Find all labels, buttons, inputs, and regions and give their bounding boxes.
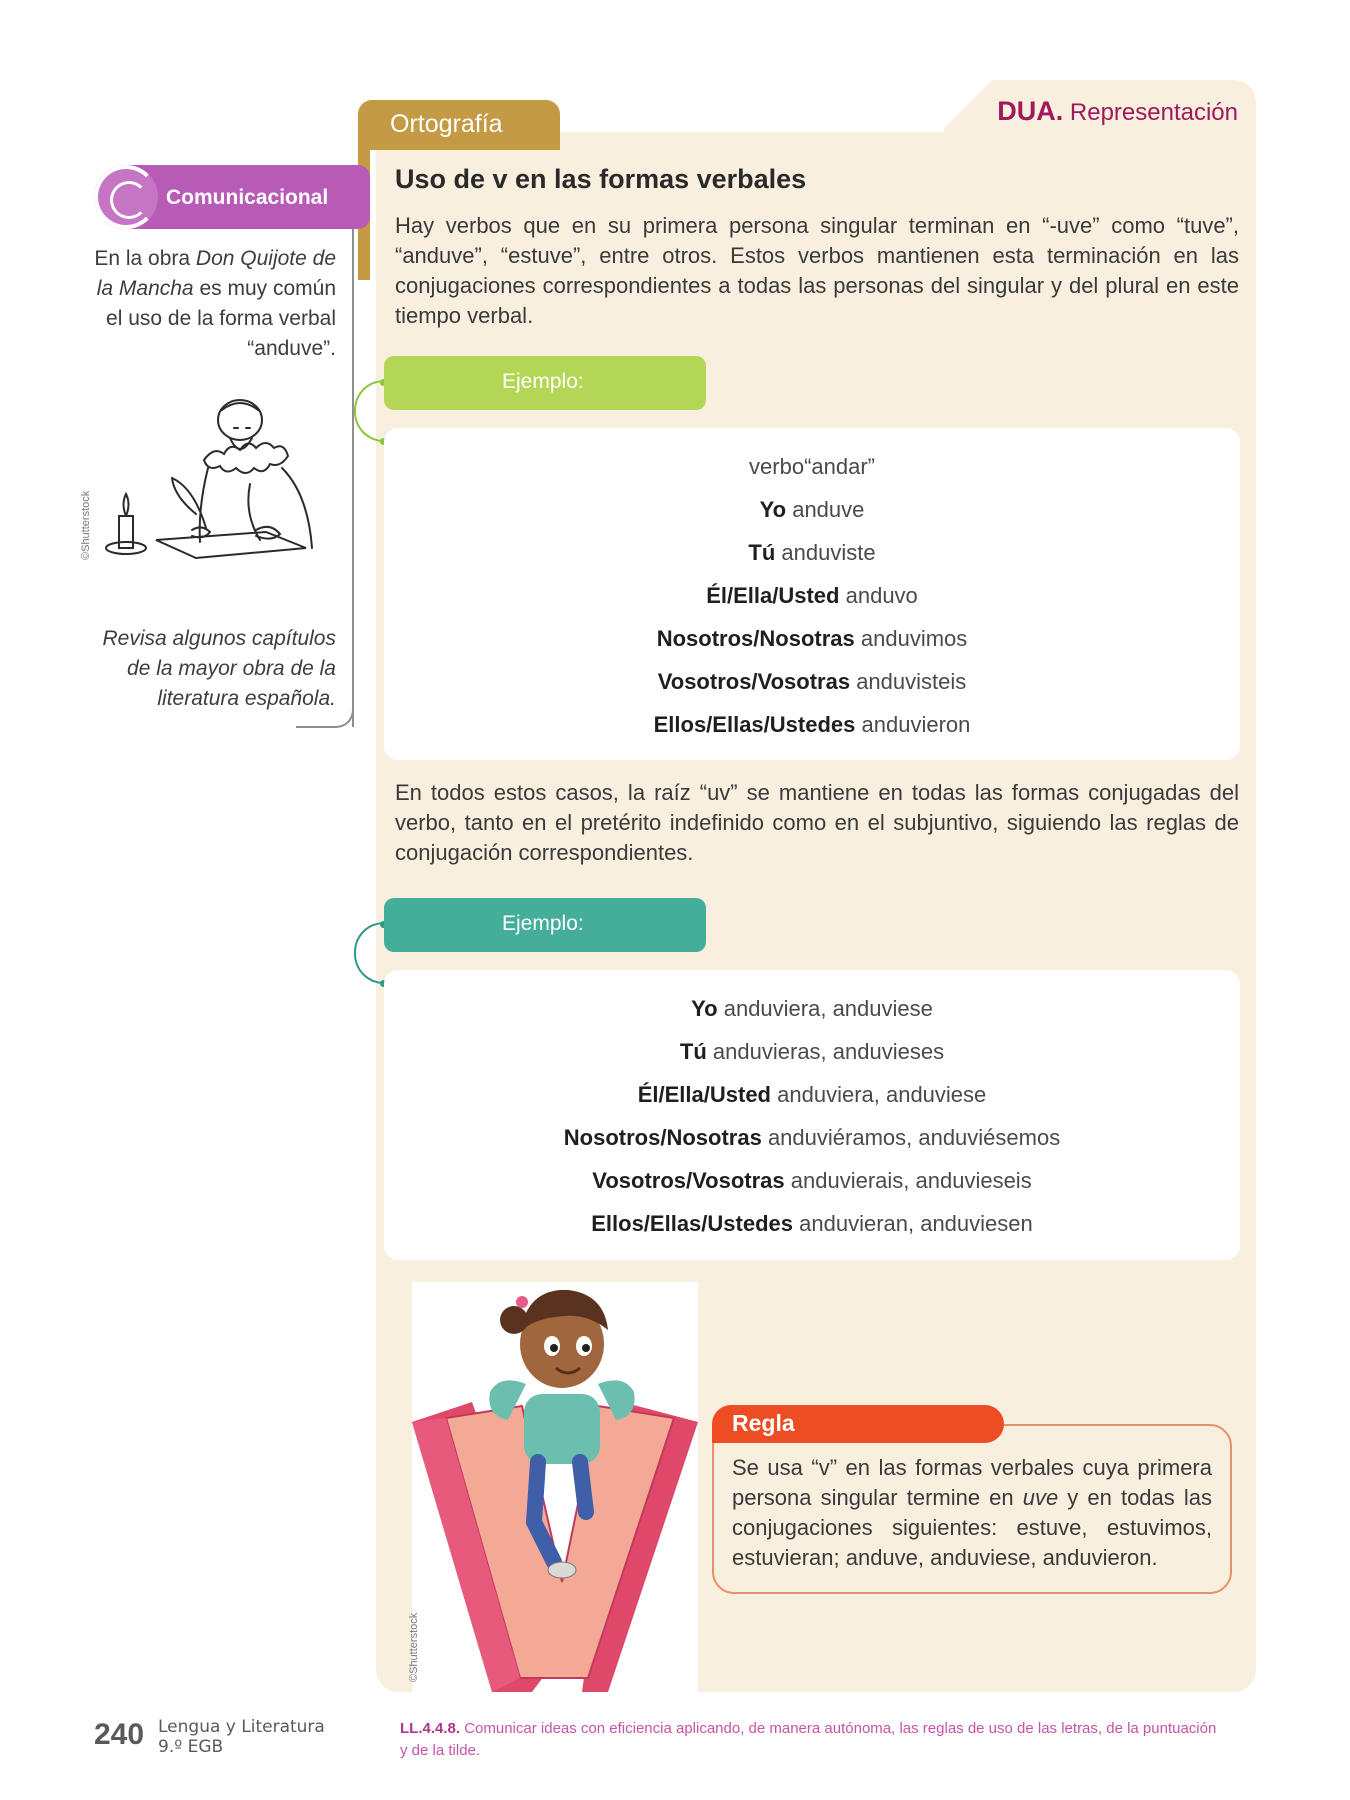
illustration-credit: ©Shutterstock <box>408 1612 420 1682</box>
example2-row <box>384 1116 1240 1159</box>
example1-row-form: anduvo <box>845 583 918 608</box>
example1-row-subject: Él/Ella/Usted <box>706 583 840 608</box>
example2-row-form: anduviéramos, anduviésemos <box>767 1125 1061 1150</box>
sidebar-image-credit: ©Shutterstock <box>80 490 92 560</box>
example1-row-subject: Nosotros/Nosotras <box>656 626 855 651</box>
quijote-author-drawing <box>100 398 336 568</box>
example1-label: Ejemplo: <box>384 356 706 410</box>
example2-row <box>384 1202 1240 1245</box>
example1-row <box>384 574 1240 617</box>
girl-on-letter-v-illustration <box>412 1282 698 1692</box>
example1-row <box>384 660 1240 703</box>
footer-subject-name: Lengua y Literatura <box>158 1717 325 1737</box>
rule-text <box>732 1453 1212 1573</box>
example2-row-form: anduviera, anduviese <box>777 1082 987 1107</box>
example2-row-subject: Él/Ella/Usted <box>637 1082 771 1107</box>
example2-row-subject: Tú <box>679 1039 707 1064</box>
comunicacional-c-icon <box>94 165 158 229</box>
intro-paragraph: Hay verbos que en su primera persona singular terminan en “-uve” como “tuve”, “anduve”, “estuve”, entre otros. Estos verbos mantienen esta terminación en las conjugaciones correspondientes a todas las personas del singular y del plural en este tiempo verbal. <box>395 213 1239 328</box>
example1-row-subject: Vosotros/Vosotras <box>657 669 851 694</box>
example1-box <box>384 428 1240 760</box>
sidebar-intro <box>90 244 336 364</box>
example1-row-form: “andar” <box>804 454 875 479</box>
footer-subject <box>158 1717 325 1757</box>
example2-row <box>384 1073 1240 1116</box>
rule-text-post: y en todas las conjugaciones siguientes: estuve, estuvimos, estuvieran; anduve, anduviese, anduvieron. <box>732 1485 1212 1570</box>
sidebar-intro-post: es muy común el uso de la forma verbal “anduve”. <box>106 277 336 360</box>
panel-slant <box>940 80 992 132</box>
dua-sub: Representación <box>1069 99 1238 126</box>
middle-paragraph: En todos estos casos, la raíz “uv” se mantiene en todas las formas conjugadas del verbo, tanto en el pretérito indefinido como en el subjuntivo, siguiendo las reglas de conjugación correspondientes. <box>395 780 1239 865</box>
example2-label: Ejemplo: <box>384 898 706 952</box>
footer-skill-text: Comunicar ideas con eficiencia aplicando, de manera autónoma, las reglas de uso de las letras, de la puntuación y de la tilde. <box>400 1720 1217 1759</box>
example1-bracket <box>354 380 384 442</box>
comunicacional-label: Comunicacional <box>166 186 329 209</box>
page-title: Uso de v en las formas verbales <box>395 164 807 194</box>
rule-text-pre: Se usa “v” en las formas verbales cuya primera persona singular termine en <box>732 1455 1212 1510</box>
page-number: 240 <box>94 1718 145 1751</box>
example2-row-form: anduvierais, anduvieseis <box>790 1168 1032 1193</box>
example1-row-subject: verbo <box>749 454 805 479</box>
example1-row <box>384 531 1240 574</box>
example2-row <box>384 987 1240 1030</box>
example1-row-form: anduvisteis <box>856 669 967 694</box>
example2-row <box>384 1030 1240 1073</box>
example2-row-form: anduvieras, anduvieses <box>712 1039 945 1064</box>
footer-grade: 9.º EGB <box>158 1737 224 1757</box>
example1-row-subject: Tú <box>748 540 776 565</box>
example2-row-subject: Yo <box>691 996 718 1021</box>
example2-row-subject: Vosotros/Vosotras <box>592 1168 785 1193</box>
footer-skill-code: LL.4.4.8. <box>400 1720 461 1737</box>
example2-row-form: anduvieran, anduviesen <box>799 1211 1033 1236</box>
example1-row-subject: Yo <box>759 497 787 522</box>
sidebar-closing: Revisa algunos capítulos de la mayor obra de la literatura española. <box>102 627 336 710</box>
example2-row-subject: Ellos/Ellas/Ustedes <box>591 1211 793 1236</box>
example1-row-form: anduviste <box>781 540 876 565</box>
dua-badge <box>997 96 1238 127</box>
example2-row-form: anduviera, anduviese <box>723 996 933 1021</box>
example1-row <box>384 617 1240 660</box>
sidebar-divider <box>352 229 354 727</box>
example1-row <box>384 488 1240 531</box>
dua-label: DUA. <box>997 96 1064 126</box>
example1-row-form: anduvimos <box>860 626 968 651</box>
example2-row <box>384 1159 1240 1202</box>
example2-box <box>384 970 1240 1260</box>
example1-row-form: anduve <box>792 497 865 522</box>
example1-row <box>384 703 1240 746</box>
letter-v-drawing <box>412 1282 698 1692</box>
sidebar-intro-title: Don Quijote de la Mancha <box>96 247 336 300</box>
rule-text-em: uve <box>1022 1485 1059 1510</box>
example2-bracket <box>354 922 384 984</box>
section-tab: Ortografía <box>358 100 560 150</box>
footer-skill <box>400 1718 1220 1762</box>
example1-row-subject: Ellos/Ellas/Ustedes <box>653 712 856 737</box>
example1-row-form: anduvieron <box>861 712 971 737</box>
example2-row-subject: Nosotros/Nosotras <box>563 1125 762 1150</box>
sidebar-intro-pre: En la obra <box>94 247 196 270</box>
rule-label: Regla <box>712 1405 1004 1443</box>
example1-row <box>384 445 1240 488</box>
